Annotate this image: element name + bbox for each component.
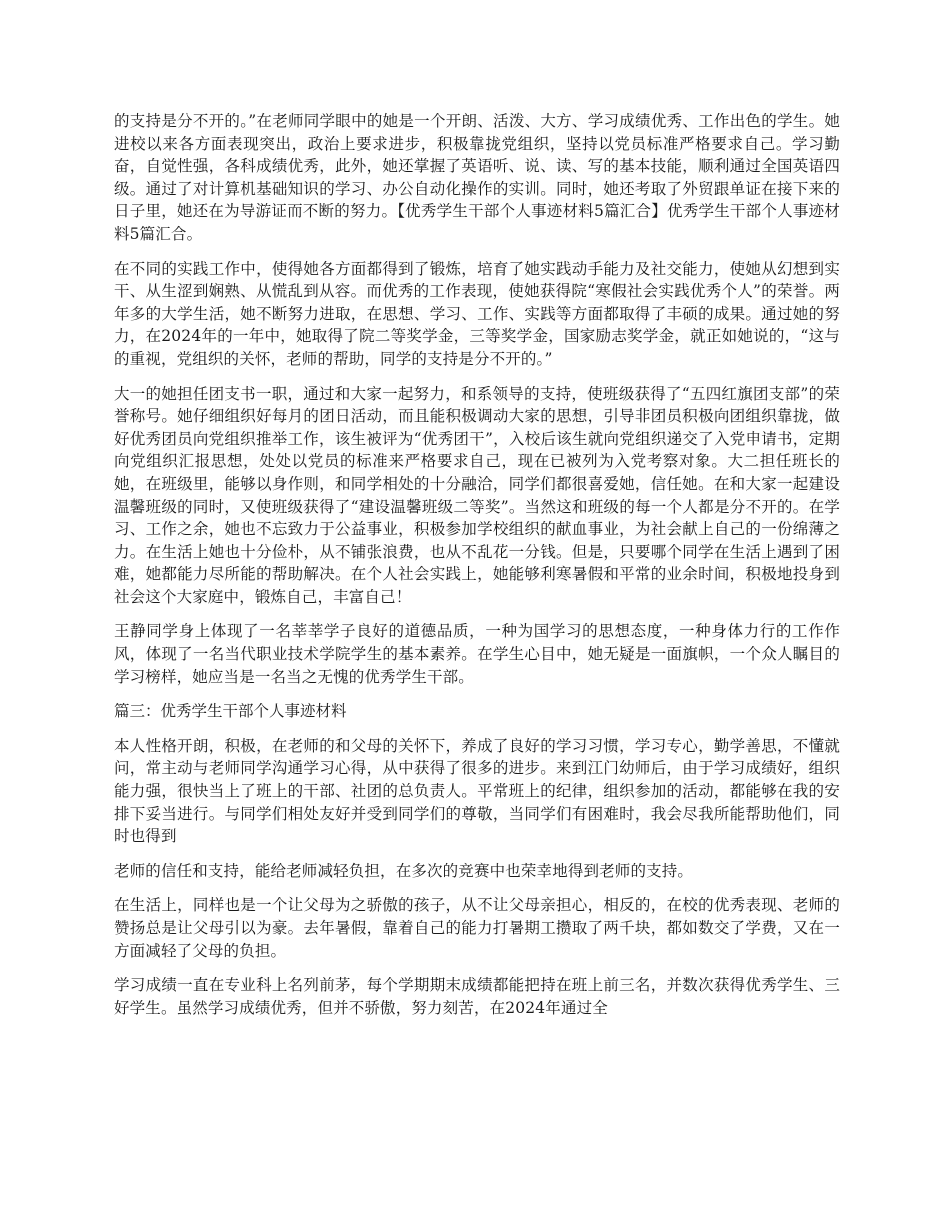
paragraph-5: 本人性格开朗，积极，在老师的和父母的关怀下，养成了良好的学习习惯，学习专心，勤学善思，不懂就问，常主动与老师同学沟通学习心得，从中获得了很多的进步。来到江门幼师后，由于学习成绩好，组织能力强，很快当上了班上的干部、社团的总负责人。平常班上的纪律，组织参加的活动，都能够在我的安排下妥当进行。与同学们相处友好并受到同学们的尊敬，当同学们有困难时，我会尽我所能帮助他们，同时也得到 — [114, 736, 840, 846]
paragraph-8: 学习成绩一直在专业科上名列前茅，每个学期期末成绩都能把持在班上前三名，并数次获得优秀学生、三好学生。虽然学习成绩优秀，但并不骄傲，努力刻苦，在2024年通过全 — [114, 976, 840, 1017]
paragraph-7: 在生活上，同样也是一个让父母为之骄傲的孩子，从不让父母亲担心，相反的，在校的优秀表现、老师的赞扬总是让父母引以为豪。去年暑假，靠着自己的能力打暑期工攒取了两千块，都如数交了学费，又在一方面减轻了父母的负担。 — [114, 896, 840, 960]
paragraph-4: 王静同学身上体现了一名莘莘学子良好的道德品质，一种为国学习的思想态度，一种身体力行的工作作风，体现了一名当代职业技术学院学生的基本素养。在学生心目中，她无疑是一面旗帜，一个众人瞩目的学习榜样，她应当是一名当之无愧的优秀学生干部。 — [114, 622, 840, 686]
paragraph-3: 大一的她担任团支书一职，通过和大家一起努力，和系领导的支持，使班级获得了“五四红旗团支部”的荣誉称号。她仔细组织好每月的团日活动，而且能积极调动大家的思想，引导非团员积极向团组织靠拢，做好优秀团员向党组织推举工作，该生被评为“优秀团干”，入校后该生就向党组织递交了入党申请书，定期向党组织汇报思想，处处以党员的标准来严格要求自己，现在已被列为入党考察对象。大二担任班长的她，在班级里，能够以身作则，和同学相处的十分融洽，同学们都很喜爱她，信任她。在和大家一起建设温馨班级的同时，又使班级获得了“建设温馨班级二等奖”。当然这和班级的每一个人都是分不开的。在学习、工作之余，她也不忘致力于公益事业，积极参加学校组织的献血事业，为社会献上自己的一份绵薄之力。在生活上她也十分俭朴，从不铺张浪费，也从不乱花一分钱。但是，只要哪个同学在生活上遇到了困难，她都能力尽所能的帮助解决。在个人社会实践上，她能够利寒暑假和平常的业余时间，积极地投身到社会这个大家庭中，锻炼自己，丰富自己！ — [114, 384, 840, 606]
paragraph-1: 的支持是分不开的。”在老师同学眼中的她是一个开朗、活泼、大方、学习成绩优秀、工作出色的学生。她进校以来各方面表现突出，政治上要求进步，积极靠拢党组织，坚持以党员标准严格要求自己。学习勤奋，自觉性强，各科成绩优秀，此外，她还掌握了英语听、说、读、写的基本技能，顺利通过全国英语四级。通过了对计算机基础知识的学习、办公自动化操作的实训。同时，她还考取了外贸跟单证在接下来的日子里，她还在为导游证而不断的努力。【优秀学生干部个人事迹材料5篇汇合】优秀学生干部个人事迹材料5篇汇合。 — [114, 112, 840, 243]
paragraph-2: 在不同的实践工作中，使得她各方面都得到了锻炼，培育了她实践动手能力及社交能力，使她从幻想到实干、从生涩到娴熟、从慌乱到从容。而优秀的工作表现，使她获得院“寒假社会实践优秀个人”的荣誉。两年多的大学生活，她不断努力进取，在思想、学习、工作、实践等方面都取得了丰硕的成果。通过她的努力，在2024年的一年中，她取得了院二等奖学金，三等奖学金，国家励志奖学金，就正如她说的，“这与的重视，党组织的关怀，老师的帮助，同学的支持是分不开的。” — [114, 259, 840, 368]
document-page — [114, 110, 840, 1031]
paragraph-6: 老师的信任和支持，能给老师减轻负担，在多次的竞赛中也荣幸地得到老师的支持。 — [114, 861, 694, 880]
section-heading: 篇三：优秀学生干部个人事迹材料 — [114, 702, 347, 721]
